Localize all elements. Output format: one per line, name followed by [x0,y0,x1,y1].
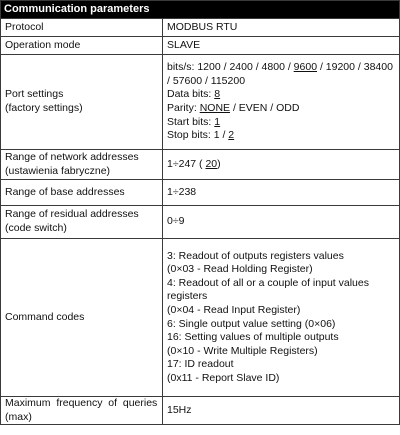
port-settings-label [1,55,163,150]
network-addresses-value: 1÷247 ( 20) [163,150,400,180]
row-network-addresses [1,150,400,180]
table-title: Communication parameters [1,1,400,19]
max-frequency-value: 15Hz [163,397,400,425]
base-addresses-value: 1÷238 [163,180,400,206]
command-code-line: (0×04 - Read Input Register) [167,303,301,316]
command-code-line: 17: ID readout [167,358,234,371]
port-settings-value [163,55,400,150]
command-code-line: (0×03 - Read Holding Register) [167,263,313,276]
start-bits-options: Start bits: 1 [167,115,221,128]
baud-rate-options: bits/s: 1200 / 2400 / 4800 / 9600 / 19200 / 38400 / 57600 / 115200 [167,61,393,87]
residual-addresses-label: Range of residual addresses (code switch) [1,206,163,239]
port-settings-label-line2: (factory settings) [5,102,83,114]
data-bits-options: Data bits: 8 [167,88,221,101]
command-codes-label: Command codes [1,239,163,397]
command-code-line: 4: Readout of all or a couple of input values registers [167,276,369,303]
protocol-value: MODBUS RTU [163,19,400,37]
protocol-label: Protocol [1,19,163,37]
command-code-line: (0x11 - Report Slave ID) [167,371,280,384]
residual-addresses-value: 0÷9 [163,206,400,239]
max-frequency-label: Maximum frequency of queries (max) [1,397,163,425]
command-code-line: 6: Single output value setting (0×06) [167,317,336,330]
stop-bits-default: 2 [228,129,235,142]
command-code-line: (0×10 - Write Multiple Registers) [167,344,318,357]
row-protocol [1,19,400,37]
command-code-line: 16: Setting values of multiple outputs [167,331,339,344]
command-codes-value [163,239,400,397]
operation-mode-label: Operation mode [1,37,163,55]
baud-rate-default: 9600 [293,61,318,74]
command-code-line: 3: Readout of outputs registers values [167,249,344,262]
base-addresses-label: Range of base addresses [1,180,163,206]
operation-mode-value: SLAVE [163,37,400,55]
start-bits-default: 1 [214,115,221,128]
table-header-row [1,1,400,19]
parity-default: NONE [199,102,231,114]
row-port-settings [1,55,400,150]
stop-bits-options: Stop bits: 1 / 2 [167,129,235,142]
network-addresses-label: Range of network addresses (ustawienia fabryczne) [1,150,163,180]
port-settings-label-line1: Port settings [5,88,64,101]
row-max-frequency [1,397,400,425]
data-bits-default: 8 [214,88,221,101]
row-residual-addresses [1,206,400,239]
parity-options: Parity: NONE / EVEN / ODD [167,102,300,114]
network-address-default: 20 [205,157,218,170]
row-base-addresses [1,180,400,206]
row-operation-mode [1,37,400,55]
row-command-codes [1,239,400,397]
